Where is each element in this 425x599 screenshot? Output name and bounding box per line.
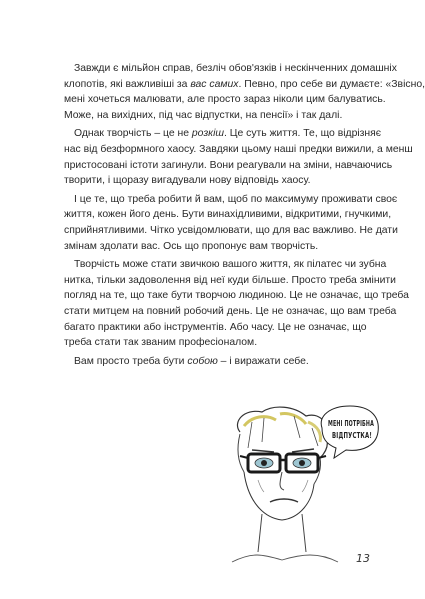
page-number: 13 [356,552,370,565]
paragraph [64,126,413,188]
text-line [54,77,425,93]
text-segment: треба стати так званим професіоналом. [64,337,258,349]
body-text [64,61,425,372]
text-segment: Вам просто треба бути [74,355,188,367]
text-line [54,239,364,255]
text-line [54,288,409,304]
text-segment: життя, кожен його день. Бути винахідливими, відкритими, гнучкими, [64,209,392,221]
text-line [54,304,397,320]
text-line [54,223,398,239]
speech-bubble-line2: ВІДПУСТКА! [332,431,372,440]
text-segment: нас від безформного хаосу. Завдяки цьому наші предки вижили, а менш [64,143,413,155]
illustration-tired-woman [222,402,382,567]
paragraph [64,192,398,254]
text-segment: сприйнятливими. Чітко усвідомлювати, що для вас важливо. Не дати [64,224,398,236]
text-line [64,126,382,142]
text-line [54,142,413,158]
text-line [54,207,392,223]
emphasis-text: розкіш [191,128,225,140]
text-segment: . Певно, про себе ви думаєте: «Звісно, [238,78,425,90]
text-line [54,335,364,351]
text-segment: стати митцем на повний робочий день. Це не означає, що вам треба [64,305,397,317]
speech-bubble-line1: МЕНІ ПОТРІБНА [328,419,375,428]
text-segment: Творчість може стати звичкою вашого життя, як пілатес чи зубна [74,259,387,271]
paragraph [64,257,409,351]
text-line [54,273,396,289]
text-segment: нитка, тільки задоволення від неї куди більше. Просто треба змінити [64,274,396,286]
text-line [64,257,387,273]
text-segment: клопотів, які важливіші за [64,78,191,90]
text-segment: творити, і щоразу вигадували нову відповідь хаосу. [64,175,311,187]
text-segment: Може, на вихідних, під час відпустки, на пенсії» і так далі. [64,109,343,121]
text-segment: Однак творчість – це не [74,128,192,140]
text-line [64,354,364,370]
paragraph [64,61,425,123]
text-segment: Завжди є мільйон справ, безліч обов'язків і нескінченних домашніх [74,63,397,74]
text-segment: багато практики або інструментів. Або часу. Це не означає, що [64,321,367,333]
text-segment: мені хочеться малювати, але просто зараз ніколи цим балуватись. [64,94,386,106]
text-line [54,158,393,174]
text-segment: погляд на те, що таке бути творчою людиною. Це не означає, що треба [64,290,409,302]
text-segment: пристосовані істоти загинули. Вони реагували на зміни, навчаючись [64,159,393,171]
emphasis-text: собою [187,355,218,367]
text-segment: І це те, що треба робити й вам, щоб по максимуму проживати своє [74,193,398,205]
woman-with-glasses-drawing [222,402,382,567]
text-line [64,61,397,77]
text-segment: змінам здолати вас. Ось що пропонує вам творчість. [64,240,319,252]
text-line [54,320,367,336]
text-line [54,108,364,124]
text-line [54,173,364,189]
text-segment: – і виражати себе. [217,355,309,367]
text-segment: . Це суть життя. Те, що відрізняє [224,128,382,140]
text-line [64,192,398,208]
paragraph [64,354,364,370]
emphasis-text: вас самих [190,78,239,90]
text-line [54,92,386,108]
